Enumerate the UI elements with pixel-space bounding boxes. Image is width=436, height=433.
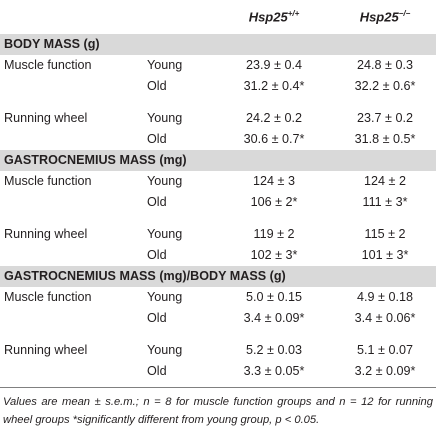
- table-row: [0, 308, 436, 329]
- section-header: [0, 266, 436, 287]
- group-label: Running wheel: [4, 343, 88, 357]
- wildtype-value: 119 ± 2: [253, 227, 295, 241]
- table-bottom-rule: [0, 387, 436, 388]
- table-row: [0, 361, 436, 382]
- knockout-value: 5.1 ± 0.07: [357, 343, 413, 357]
- wildtype-value: 24.2 ± 0.2: [246, 111, 302, 125]
- table-row: [0, 129, 436, 150]
- section-title: BODY MASS (g): [4, 37, 100, 51]
- wildtype-value: 5.2 ± 0.03: [246, 343, 302, 357]
- table-row: [0, 108, 436, 129]
- table-footnote: Values are mean ± s.e.m.; n = 8 for muscle function groups and n = 12 for running wheel groups *significantly different from young group, p < 0.05.: [3, 396, 433, 426]
- wildtype-value: 30.6 ± 0.7*: [243, 132, 305, 146]
- table-row: [0, 340, 436, 361]
- section-header: [0, 34, 436, 55]
- age-label: Old: [147, 195, 167, 209]
- wildtype-value: 5.0 ± 0.15: [246, 290, 302, 304]
- wildtype-value: 124 ± 3: [253, 174, 295, 188]
- age-label: Old: [147, 364, 167, 378]
- age-label: Young: [147, 343, 183, 357]
- table-header-row: [0, 0, 436, 28]
- knockout-value: 24.8 ± 0.3: [357, 58, 413, 72]
- table-row: [0, 76, 436, 97]
- group-label: Muscle function: [4, 58, 92, 72]
- knockout-value: 4.9 ± 0.18: [357, 290, 413, 304]
- group-label: Muscle function: [4, 290, 92, 304]
- knockout-value: 115 ± 2: [364, 227, 406, 241]
- age-label: Young: [147, 290, 183, 304]
- age-label: Old: [147, 248, 167, 262]
- knockout-value: 101 ± 3*: [361, 248, 409, 262]
- group-label: Muscle function: [4, 174, 92, 188]
- knockout-value: 111 ± 3*: [362, 195, 408, 209]
- knockout-value: 3.2 ± 0.09*: [354, 364, 416, 378]
- table-row: [0, 287, 436, 308]
- age-label: Young: [147, 174, 183, 188]
- age-label: Young: [147, 58, 183, 72]
- age-label: Young: [147, 227, 183, 241]
- knockout-value: 124 ± 2: [364, 174, 406, 188]
- knockout-value: 23.7 ± 0.2: [357, 111, 413, 125]
- age-label: Old: [147, 79, 167, 93]
- age-label: Young: [147, 111, 183, 125]
- group-label: Running wheel: [4, 111, 88, 125]
- age-label: Old: [147, 132, 167, 146]
- age-label: Old: [147, 311, 167, 325]
- wildtype-value: 102 ± 3*: [250, 248, 298, 262]
- group-label: Running wheel: [4, 227, 88, 241]
- knockout-value: 31.8 ± 0.5*: [354, 132, 416, 146]
- wildtype-value: 23.9 ± 0.4: [246, 58, 302, 72]
- wildtype-value: 3.3 ± 0.05*: [243, 364, 305, 378]
- knockout-value: 3.4 ± 0.06*: [354, 311, 416, 325]
- table-row: [0, 224, 436, 245]
- wildtype-value: 3.4 ± 0.09*: [243, 311, 305, 325]
- section-header: [0, 150, 436, 171]
- section-title: GASTROCNEMIUS MASS (mg)/BODY MASS (g): [4, 269, 286, 283]
- wildtype-value: 106 ± 2*: [250, 195, 298, 209]
- table-row: [0, 192, 436, 213]
- section-title: GASTROCNEMIUS MASS (mg): [4, 153, 187, 167]
- table-row: [0, 245, 436, 266]
- knockout-value: 32.2 ± 0.6*: [354, 79, 416, 93]
- column-header-knockout: Hsp25−/−: [359, 9, 411, 25]
- wildtype-value: 31.2 ± 0.4*: [243, 79, 305, 93]
- table-row: [0, 55, 436, 76]
- column-header-wildtype: Hsp25+/+: [248, 9, 300, 25]
- table-row: [0, 171, 436, 192]
